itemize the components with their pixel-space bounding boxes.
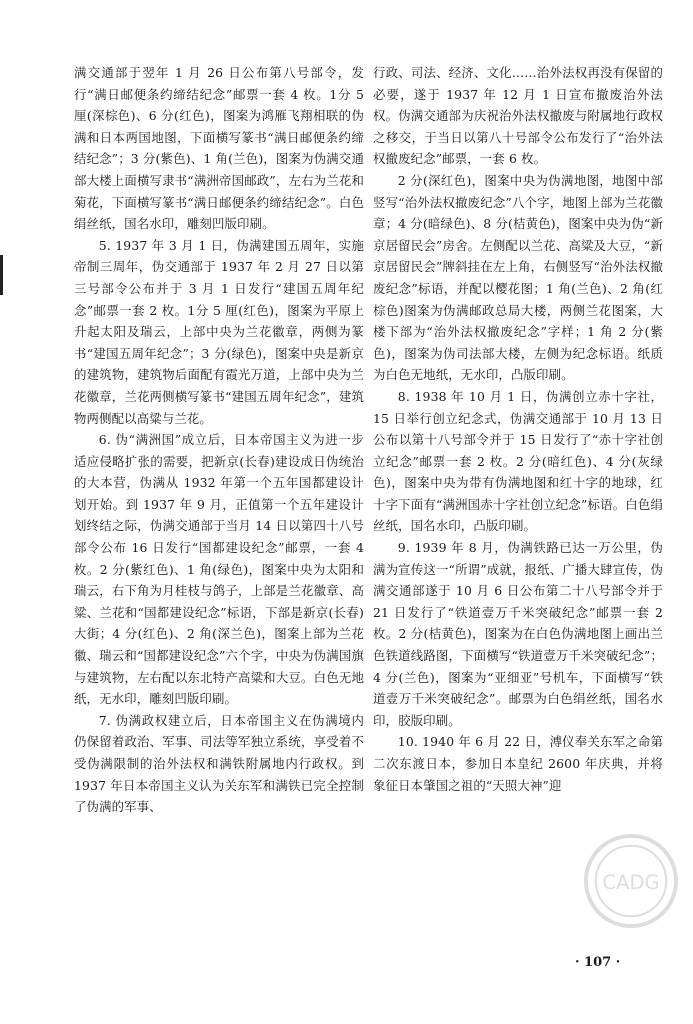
paragraph: 10. 1940 年 6 月 22 日，溥仪奉关东军之命第二次东渡日本，参加日本皇纪 2600 年庆典，并将象征日本肇国之祖的“天照大神”迎 <box>373 734 663 793</box>
right-column <box>373 62 663 796</box>
page-number: · 107 · <box>575 955 621 970</box>
paragraph: 9. 1939 年 8 月，伪满铁路已达一万公里，伪满为宣传这一“所谓”成就，报纸、广播大肆宣传，伪满交通部遂于 10 月 6 日公布第二十八号部令并于 21 日发行了“铁道壹万千米突破纪念”邮票一套 2 枚。2 分(桔黄色)，图案为在白色伪满地图上画出兰色铁道线路图，下面横写“铁道壹万千米突破纪念”；4 分(兰色)，图案为“亚细亚”号机车，下面横写“铁道壹万千米突破纪念”。邮票为白色绢丝纸，国名水印，胶版印刷。 <box>373 540 663 728</box>
paragraph: 6. 伪“满洲国”成立后，日本帝国主义为进一步适应侵略扩张的需要，把新京(长春)建设成日伪统治的大本营，伪满从 1932 年第一个五年国都建设计划开始。到 1937 年 9 月，正值第一个五年建设计划终结之际，伪满交通部于当月 14 日以第四十八号部令公布 16 日发行“国都建设纪念”邮票，一套 4 枚。2 分(紫红色)、1 角(绿色)，图案中央为太阳和瑞云，右下角为月桂枝与鸽子，上部是兰花徽章、高粱、兰花和“国都建设纪念”标语，下部是新京(长春)大街；4 分(红色)、2 角(深兰色)，图案上部为兰花徽、瑞云和“国都建设纪念”六个字，中央为伪满国旗与建筑物，左右配以东北特产高粱和大豆。白色无地纸，无水印，雕刻凹版印刷。 <box>74 432 364 707</box>
paragraph: 满交通部于翌年 1 月 26 日公布第八号部令，发行“满日邮便条约缔结纪念”邮票一套 4 枚。1分 5 厘(深棕色)、6 分(红色)，图案为鸿雁飞翔相联的伪满和日本两国地图，下面横写篆书“满日邮便条约缔结纪念”；3 分(紫色)、1 角(兰色)，图案为伪满交通部大楼上面横写隶书“满洲帝国邮政”，左右为兰花和菊花，下面横写篆书“满日邮便条约缔结纪念”。白色绢丝纸，国名水印，雕刻凹版印刷。 <box>74 65 364 232</box>
svg-text:CADG: CADG <box>602 870 660 894</box>
left-column <box>74 62 364 818</box>
paragraph: 2 分(深红色)，图案中央为伪满地图，地图中部竖写“治外法权撤废纪念”八个字，地图上部为兰花徽章；4 分(暗绿色)、8 分(桔黄色)，图案中央为伪“新京居留民会”房舍。左侧配以兰花、高粱及大豆，“新京居留民会”牌斜挂在左上角，右侧竖写“治外法权撤废纪念”标语，并配以樱花图；1 角(兰色)、2 角(红棕色)图案为伪满邮政总局大楼，两侧兰花图案，大楼下部为“治外法权撤废纪念”字样；1 角 2 分(紫色)，图案为伪司法部大楼，左侧为纪念标语。纸质为白色无地纸，无水印，凸版印刷。 <box>373 172 663 383</box>
paragraph: 5. 1937 年 3 月 1 日，伪满建国五周年，实施帝制三周年，伪交通部于 1937 年 2 月 27 日以第三号部令公布并于 3 月 1 日发行“建国五周年纪念”邮票一套 2 枚。1分 5 厘(红色)，图案为平原上升起太阳及瑞云，上部中央为兰花徽章，两侧为篆书“建国五周年纪念”；3 分(绿色)，图案中央是新京的建筑物，建筑物后面配有霞光万道，上部中央为兰花徽章，兰花两侧横写篆书“建国五周年纪念”，建筑物两侧配以高粱与兰花。 <box>74 237 364 426</box>
paragraph: 行政、司法、经济、文化……治外法权再没有保留的必要，遂于 1937 年 12 月 1 日宣布撤废治外法权。伪满交通部为庆祝治外法权撤废与附属地行政权之移交，于当日以第八十号部令公布发行了“治外法权撤废纪念”邮票，一套 6 枚。 <box>373 65 663 167</box>
paragraph: 7. 伪满政权建立后，日本帝国主义在伪满境内仍保留着政治、军事、司法等军独立系统，享受着不受伪满限制的治外法权和满铁附属地内行政权。到 1937 年日本帝国主义认为关东军和满铁已完全控制了伪满的军事、 <box>74 712 364 815</box>
watermark-seal-icon <box>582 832 680 930</box>
binding-edge-mark <box>0 255 3 295</box>
paragraph: 8. 1938 年 10 月 1 日，伪满创立赤十字社，15 日举行创立纪念式，伪满交通部于 10 月 13 日公布以第十八号部令并于 15 日发行了“赤十字社创立纪念”邮票一套 2 枚。2 分(暗红色)、4 分(灰绿色)，图案中央为带有伪满地图和红十字的地球，红十字下面有“满洲国赤十字社创立纪念”标语。白色绢丝纸，国名水印，凸版印刷。 <box>373 388 663 534</box>
